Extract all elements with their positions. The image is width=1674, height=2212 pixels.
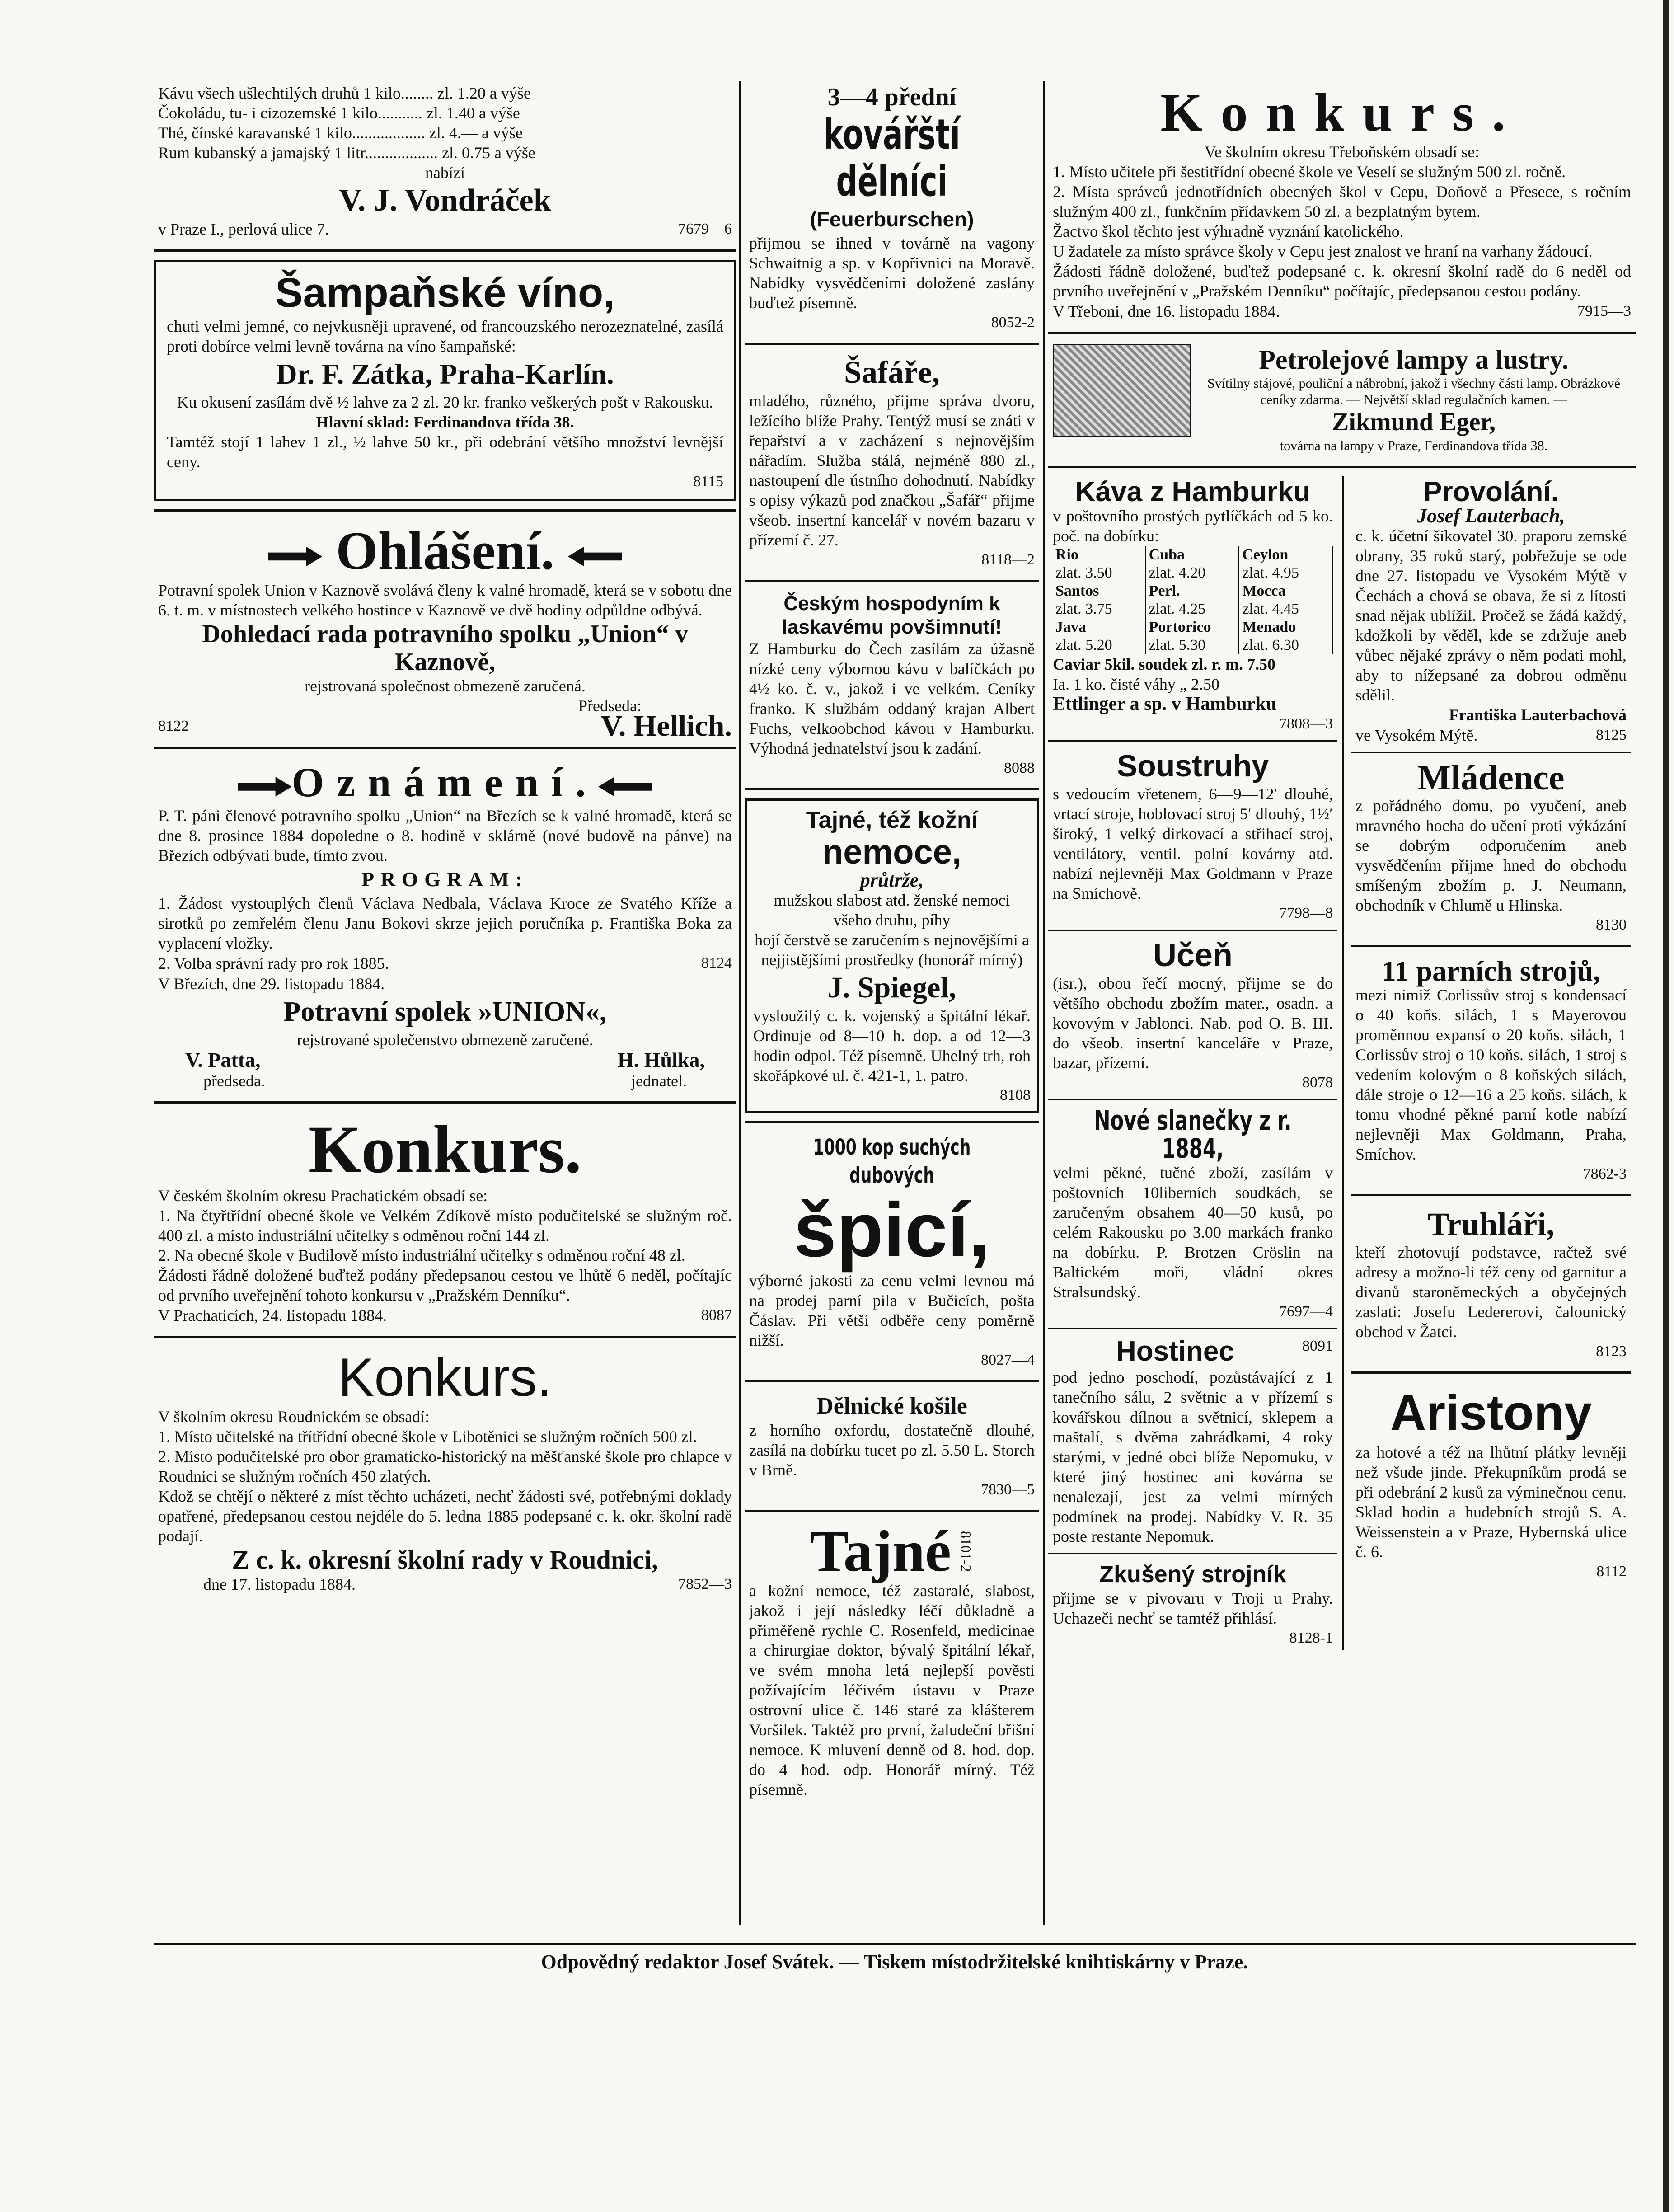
council-name: Z c. k. okresní školní rady v Roudnici,: [232, 1545, 658, 1574]
ad-ref: 8091: [1302, 1338, 1333, 1354]
ad-slanecky: [1048, 1105, 1337, 1324]
subcolumn-right: [1351, 476, 1631, 1650]
ad-text: a kožní nemoce, též zastaralé, slabost, jakož i její následky léčí důkladně a přiměřeně rychle C. Rosenfeld, medicinae a chirurgiae doktor, bývalý špitální lékař, ve svém mnoha letá nejlepší pověsti požívajícím léčivém ústavu v Praze ostrovní ulice č. 146 staré za klášterem Voršilek. Taktéž pro první, žaludeční břišní nemoce. K mluvení denně od 8. hod. dop. do 4 hod. odp. Honorář mírný. Též písemně.: [749, 1582, 1035, 1799]
column-rule: [739, 81, 741, 1925]
ad-title: Šafáře,: [844, 355, 940, 390]
ad-ref: 8123: [1596, 1343, 1627, 1360]
pointing-hand-icon: [238, 777, 292, 797]
ad-text: Kdož se chtějí o některé z míst těchto ucházeti, nechť žádosti své, potřebnými doklady opatřené, předepsanou cestou nejdéle do 5. ledna 1885 podepsané c. k. okr. školní radě podají.: [158, 1487, 732, 1545]
ad-spiegel: [745, 798, 1039, 1113]
price-line: Thé, čínské karavanské 1 kilo.................. zl. 4.— a výše: [158, 124, 523, 142]
price-line: Čokoládu, tu- i cizozemské 1 kilo........... zl. 1.40 a výše: [158, 104, 520, 122]
program-item: 2. Volba správní rady pro rok 1885.: [158, 954, 389, 972]
ad-ref: 7697—4: [1279, 1303, 1333, 1320]
ad-text: s vedoucím vřetenem, 6—9—12′ dlouhé, vrtací stroje, hoblovací stroj 5′ dlouhý, 1½′ široký, 1 velký dirkovací a střihací stroj, ventilátory, ventil. polní kovárny atd. nabízí nejlevněji Max Goldmann v Praze na Smíchově.: [1053, 785, 1333, 902]
ad-ref: 7679—6: [678, 221, 732, 237]
column-middle: [745, 81, 1039, 1934]
ad-ref: 8087: [701, 1307, 732, 1324]
ad-text: U žadatele za místo správce školy v Cepu jest znalost ve hraní na varhany žádoucí.: [1053, 242, 1593, 260]
ad-soustruhy: [1048, 746, 1337, 925]
ad-kicker: 1000 kop suchých dubových: [813, 1135, 971, 1188]
ad-date: V Březích, dne 29. listopadu 1884.: [158, 975, 385, 993]
ad-text: V českém školním okresu Prachatickém obsadí se:: [158, 1187, 488, 1205]
ad-truhlari: [1351, 1204, 1631, 1363]
ad-ref: 7808—3: [1279, 715, 1333, 732]
ad-subtitle: (Feuerburschen): [810, 207, 974, 231]
ad-parni-stroje: [1351, 955, 1631, 1186]
ad-text: v poštovního prostých pytlíčkách od 5 ko. poč. na dobírku:: [1053, 507, 1333, 545]
person-name: Josef Lauterbach,: [1417, 505, 1565, 527]
column-right: [1048, 81, 1636, 1934]
page-edge: [1663, 0, 1669, 2212]
signature-role: předseda.: [203, 1072, 265, 1090]
ad-title: Aristony: [1390, 1385, 1592, 1441]
ad-title: Soustruhy: [1116, 749, 1269, 783]
ad-text: (isr.), obou řečí mocný, přijme se do většího obchodu zbožím mater., osadn. a kovovým v Jablonci. Nab. pod O. B. III. do všeob. insertní kanceláře v Praze, bazar, přízemí.: [1053, 974, 1333, 1072]
program-item: 1. Žádost vystouplých členů Václava Nedbala, Václava Kroce ze Svatého Kříže a sirotků po zemřelém členu Janu Bokovi skrze jejich poručníka p. Františka Boka za vyplacení vložky.: [158, 894, 732, 952]
signature-role: jednatel.: [631, 1072, 687, 1090]
ad-title: Mládence: [1417, 758, 1565, 797]
ad-text: 2. Místo podučitelské pro obor gramaticko-historický na měšťanské škole pro chlapce v Roudnici se služným ročních 450 zlatých.: [158, 1447, 732, 1485]
ad-text: Tamtéž stojí 1 lahev 1 zl., ½ lahve 50 kr., při odebrání většího množství levnější ceny.: [167, 433, 723, 471]
ad-konkurs-prachatice: [154, 1112, 736, 1328]
ad-text: 1. Na čtyřtřídní obecné škole ve Velkém Zdíkově místo podučitelské se služným roč. 400 zl. a místo industriální učitelky s odměnou roční 144 zl.: [158, 1207, 732, 1245]
ad-strojnik: [1048, 1559, 1337, 1650]
ad-text: Žádosti řádně doložené, buďtež podepsané c. k. okresní školní radě do 6 neděl od prvního uveřejnění v „Pražském Denníku“ počítajíc, předepsanou cestou podány.: [1053, 262, 1631, 300]
ad-text: Svítilny stájové, pouliční a nábrobní, jakož i všechny části lamp. Obrázkové ceníky zdarma. — Největší sklad regulačních kamen. —: [1207, 376, 1620, 407]
ad-ohlaseni: [154, 520, 736, 742]
ad-date: V Prachaticích, 24. listopadu 1884.: [158, 1306, 387, 1324]
ad-title: Učeň: [1153, 937, 1233, 973]
ad-text: hojí čerstvě se zaručením s nejnovějšími a nejjistějšími prostředky (honorář mírný): [755, 931, 1029, 969]
ad-ref: 8130: [1596, 916, 1627, 933]
company-type: rejstrovaná společnost obmezeně zaručená.: [305, 677, 586, 695]
merchant-name: Ettlinger a sp. v Hamburku: [1053, 694, 1277, 714]
ad-title: Konkurs.: [308, 1112, 582, 1187]
ad-title: Káva z Hamburku: [1075, 476, 1311, 507]
ad-ref: 8101-2: [958, 1531, 975, 1572]
ad-title: Zkušený strojník: [1099, 1561, 1286, 1587]
ad-title: špicí,: [793, 1187, 990, 1273]
ad-mladence: [1351, 758, 1631, 937]
ad-text: výborné jakosti za cenu velmi levnou má na prodej parní pila v Bučicích, pošta Čáslav. Při větší odběře ceny poměrně nižší.: [749, 1272, 1035, 1349]
ad-title: Českým hospodyním k laskavému povšimnutí!: [782, 592, 1002, 638]
ad-text: Ku okusení zasílám dvě ½ lahve za 2 zl. 20 kr. franko veškerých pošt v Rakousku.: [177, 393, 713, 411]
ad-safare: [745, 353, 1039, 572]
address: v Praze I., perlová ulice 7.: [158, 220, 329, 238]
ad-title: Nové slanečky z r. 1884,: [1094, 1105, 1292, 1165]
ad-ref: 8115: [693, 473, 723, 490]
org-sub: rejstrované společenstvo obmezeně zaručené.: [297, 1031, 593, 1049]
ad-title: Truhláři,: [1427, 1206, 1555, 1242]
ad-title: Hostinec: [1116, 1336, 1234, 1367]
maker-name: Dr. F. Zátka, Praha-Karlín.: [276, 358, 614, 390]
ad-kosile: [745, 1390, 1039, 1502]
ad-text: Žactvo škol těchto jest výhradně vyznání katolického.: [1053, 222, 1404, 240]
ad-ref: 8122: [158, 718, 189, 734]
two-col-block: [1048, 476, 1636, 1650]
ad-text: 1. Místo učitele při šestitřídní obecné škole ve Veselí se služným 500 zl. ročně.: [1053, 163, 1566, 181]
ad-ref: 8128-1: [1289, 1630, 1333, 1646]
pointing-hand-icon: [268, 546, 322, 566]
ad-title: Provolání.: [1423, 476, 1559, 507]
ad-ref: 7830—5: [981, 1481, 1035, 1498]
ad-text: přijme se v pivovaru v Troji u Prahy. Uchazeči nechť se tamtéž přihlásí.: [1053, 1589, 1333, 1627]
place: ve Vysokém Mýtě.: [1355, 726, 1478, 744]
ad-ref: 8027—4: [981, 1352, 1035, 1368]
ad-ref: 8125: [1596, 727, 1627, 743]
ad-text: mezi nimiž Corlissův stroj s kondensací o 40 koňs. silách, 1 s Mayerovou proměnnou expansí o 20 koňs. silách, 1 Corlissův stroj o 10 koňs. silách, 1 stroj s vedením kolovým o 8 koňských silách, dále stroje o 12—16 a 25 koňs. silách, k tomu vhodné pěkné parní kotle nabízí nejlevněji Max Goldmann, Praha, Smíchov.: [1355, 986, 1627, 1163]
ad-ref: 7915—3: [1577, 303, 1631, 319]
doctor-name: J. Spiegel,: [827, 971, 957, 1004]
page-footer: Odpovědný redaktor Josef Svátek. — Tiskem místodržitelské knihtiskárny v Praze.: [154, 1943, 1636, 1973]
ad-text: 1. Místo učitelské na třítřídní obecné škole v Libotěnici se služným ročních 500 zl.: [158, 1428, 697, 1446]
ad-text: z pořádného domu, po vyučení, aneb mravného hocha do učení proti výkázání se dobrým odporučením aneb vysvědčením přijme hned do obchodu smíšeným zbožím p. J. Neumann, obchodník v Chlumě u Hlinska.: [1355, 797, 1627, 914]
ad-fuchs: [745, 590, 1039, 780]
ad-text: pod jedno poschodí, pozůstávající z 1 tanečního sálu, 2 světnic a v přízemí s kovářskou dílnou a světnicí, sklepem a maštalí, s dvěma zahrádkami, 4 roky starými, v jedné obci blíže Nepomuku, v které jiný hostinec ani kovárna se nenalezají, jest za velmi mírných podmínek na prodej. Nabídky V. R. 35 poste restante Nepomuk.: [1053, 1368, 1333, 1545]
ad-title: Dělnické košile: [816, 1393, 967, 1419]
ad-konkurs-trebon: [1048, 81, 1636, 324]
ad-tajne-rosenfeld: [745, 1520, 1039, 1801]
ad-text: Žádosti řádně doložené buďtež podány předepsanou cestou ve lhůtě 6 neděl, počítajíc od prvního uveřejnění tohoto konkursu v „Pražském Denníku“.: [158, 1266, 732, 1304]
ad-text: 2. Místa správců jednotřídních obecných škol v Cepu, Doňově a Přesece, s ročním služným 400 zl., funkčním přídavkem 50 zl. a bezplatným bytem.: [1053, 183, 1631, 221]
council-name: Dohledací rada potravního spolku „Union“ v Kaznově,: [202, 620, 688, 676]
ad-title: Ohlášení.: [158, 521, 732, 580]
price-line: Kávu všech ušlechtilých druhů 1 kilo........ zl. 1.20 a výše: [158, 84, 531, 102]
column-left: [154, 81, 736, 1934]
org-name: Potravní spolek »UNION«,: [283, 996, 607, 1027]
column-rule: [1043, 81, 1045, 1925]
pointing-hand-icon: [568, 546, 622, 566]
merchant-name: V. J. Vondráček: [339, 183, 551, 218]
ad-kava: [1048, 476, 1337, 736]
ad-title: 11 parních strojů,: [1381, 955, 1601, 987]
ad-text: Potravní spolek Union v Kaznově svolává členy k valné hromadě, která se v sobotu dne 6. t. m. v místnostech velkého hostince v Kaznově ve dvě hodiny odpůldne odbývá.: [158, 581, 732, 619]
ad-text: Ia. 1 ko. čisté váhy „ 2.50: [1053, 675, 1219, 693]
program-title: PROGRAM:: [361, 868, 529, 891]
chair-name: V. Hellich.: [600, 709, 732, 742]
ad-text: Z Hamburku do Čech zasílám za úžasně nízké ceny výbornou kávu v balíčkách po 4½ ko. č. v., jakož i ve velkém. Ceníky franko. K službám oddaný krajan Albert Fuchs, velkoobchod kávou v Hamburku. Výhodná jednatelství jsou k zadání.: [749, 640, 1035, 757]
price-line: Rum kubanský a jamajský 1 litr.................. zl. 0.75 a výše: [158, 144, 535, 162]
ad-text: 2. Na obecné škole v Budilově místo industriální učitelky s odměnou roční 48 zl.: [158, 1246, 685, 1264]
ad-ref: 7862-3: [1583, 1165, 1627, 1182]
ad-ref: 8078: [1302, 1074, 1333, 1091]
ad-title-big: nemoce,: [822, 833, 962, 871]
ad-text: za hotové a též na lhůtní plátky levněji než všude jinde. Překupníkům prodá se při odebrání 2 kusů za výminečnou cenu. Sklad hodin a hudebních strojů S. A. Weissenstein a v Praze, Hybernská ulice č. 6.: [1355, 1443, 1627, 1561]
ad-text: kteří zhotovují podstavce, račtež své adresy a možno-li též ceny od garnitur a divanů staroněmeckých a obyčejných zaslati: Josefu Ledererovi, čalounický obchod v Žatci.: [1355, 1243, 1627, 1341]
ad-oznameni: [154, 757, 736, 1093]
ad-title: Tajné, též kožní: [806, 807, 978, 833]
ad-text: z horního oxfordu, dostatečně dlouhé, zasílá na dobírku tucet po zl. 5.50 L. Storch v Brně.: [749, 1421, 1035, 1479]
ad-spici: [745, 1132, 1039, 1372]
signature: Františka Lauterbachová: [1449, 706, 1627, 724]
ad-ref: 8052-2: [991, 314, 1035, 331]
ad-title: Oznámení.: [158, 759, 732, 806]
ad-ref: 7798—8: [1279, 905, 1333, 921]
ad-text: mužskou slabost atd. ženské nemoci všeho druhu, píhy: [774, 891, 1010, 929]
ad-text: mladého, různého, přijme správa dvoru, ležícího blíže Prahy. Tentýž musí se znáti v řepařství a v zacházení s nejnovějším nářadím. Služba stálá, nejméně 880 zl., nastoupení dle ústního dohodnutí. Nabídky s opisy výkazů pod značkou „Šafář“ přijme všeob. insertní kancelář v novém bazaru v přízemí č. 27.: [749, 392, 1035, 549]
ad-text: vysloužilý c. k. vojenský a špitální lékař. Ordinuje od 8—10 h. dop. a od 12—3 hodin odpol. Též písemně. Uhelný trh, roh skořápkové ul. č. 421-1, 1. patro.: [753, 1007, 1031, 1085]
ad-text: Ve školním okresu Třeboňském obsadí se:: [1204, 143, 1480, 161]
pointing-hand-icon: [598, 777, 652, 797]
ad-provolani: [1351, 476, 1631, 747]
ad-ref: 8108: [1000, 1087, 1031, 1104]
ad-date: dne 17. listopadu 1884.: [203, 1575, 356, 1593]
chair-label: Předseda:: [578, 697, 642, 715]
ad-title: kovářští dělníci: [823, 110, 961, 206]
ad-text: přijmou se ihned v továrně na vagony Schwaitnig a sp. v Kopřivnici na Moravě. Nabídky vysvědčeními doložené zaslány buďtež písemně.: [749, 234, 1035, 312]
ad-kicker: 3—4 přední: [827, 83, 957, 111]
ad-ref: 8088: [1004, 760, 1035, 776]
ad-title: Šampaňské víno,: [275, 270, 615, 316]
coffee-price-grid: Rio Cuba Ceylon zlat. 3.50 zlat. 4.20 zlat. 4.95 Santos Perl. Mocca zlat. 3.75 zlat. 4.25 zlat. 4.45 Java Portorico Menado zlat. 5.20 zlat. 5.30 zlat. 6.30: [1053, 546, 1333, 654]
ad-text: chuti velmi jemné, co nejvkusněji upravené, od francouzského nerozeznatelné, zasílá proti dobírce velmi levně továrna na víno šampaňské:: [167, 317, 723, 355]
merchant-name: Zikmund Eger,: [1332, 408, 1496, 436]
ad-text: P. T. páni členové potravního spolku „Union“ na Březích se k valné hromadě, která se dne 8. prosince 1884 dopoledne o 8. hodině v sklárně (nové budově na pánve) na Březích odbývati bude, tímto zvou.: [158, 807, 732, 864]
ad-ucen: [1048, 935, 1337, 1094]
ad-aristony: [1351, 1382, 1631, 1583]
ad-text: V školním okresu Roudnickém se obsadí:: [158, 1408, 430, 1426]
signature: H. Hůlka,: [617, 1048, 705, 1071]
ad-title: Konkurs.: [338, 1347, 552, 1408]
ad-hostinec: [1048, 1334, 1337, 1548]
ad-ref: 8118—2: [981, 551, 1035, 568]
ad-ref: 7852—3: [678, 1576, 732, 1592]
ad-ref: 8124: [701, 955, 732, 972]
warehouse: Hlavní sklad: Ferdinandova třída 38.: [316, 413, 574, 431]
ad-vondracek: [154, 81, 736, 241]
subcolumn-left: [1048, 476, 1344, 1650]
ad-ref: 8112: [1596, 1563, 1627, 1580]
lamp-illustration-icon: [1053, 344, 1191, 437]
ad-title: Tajné: [809, 1519, 952, 1584]
ad-title: Konkurs.: [1160, 82, 1524, 142]
ad-text: průtrže,: [860, 869, 924, 891]
ad-text: c. k. účetní šikovatel 30. praporu zemské obrany, 35 roků starý, pobřežuje se ode dne 27. listopadu ve Vysokém Mýtě v Čechách a chová se obava, že si z lítosti snad nějak ublížil. Pročež se žádá každý, kdožkoli by věděl, kde se zdržuje aneb vůbec nějaké zprávy o něm podati mohl, aby to nížepsané za dobrou odměnu sdělil.: [1355, 527, 1627, 704]
ad-text: velmi pěkné, tučné zboží, zasílám v poštovních 10liberních soudkách, se zaručeným obsahem 40—50 kusů, po celém Rakousku po 3.00 markách franko na dobírku. P. Brotzen Cröslin na Baltickém moři, vládní okres Stralsundský.: [1053, 1164, 1333, 1301]
address: továrna na lampy v Praze, Ferdinandova třída 38.: [1280, 438, 1548, 453]
ad-lampy: [1048, 342, 1636, 458]
signature: V. Patta,: [185, 1048, 261, 1071]
ad-kovarsti: [745, 81, 1039, 334]
ad-text: Caviar 5kil. soudek zl. r. m. 7.50: [1053, 655, 1276, 673]
ad-sampanske: [154, 260, 736, 501]
ad-konkurs-roudnice: [154, 1346, 736, 1597]
offer-word: nabízí: [425, 164, 465, 182]
ad-title: Petrolejové lampy a lustry.: [1259, 345, 1569, 375]
ad-date: V Třeboni, dne 16. listopadu 1884.: [1053, 302, 1280, 320]
